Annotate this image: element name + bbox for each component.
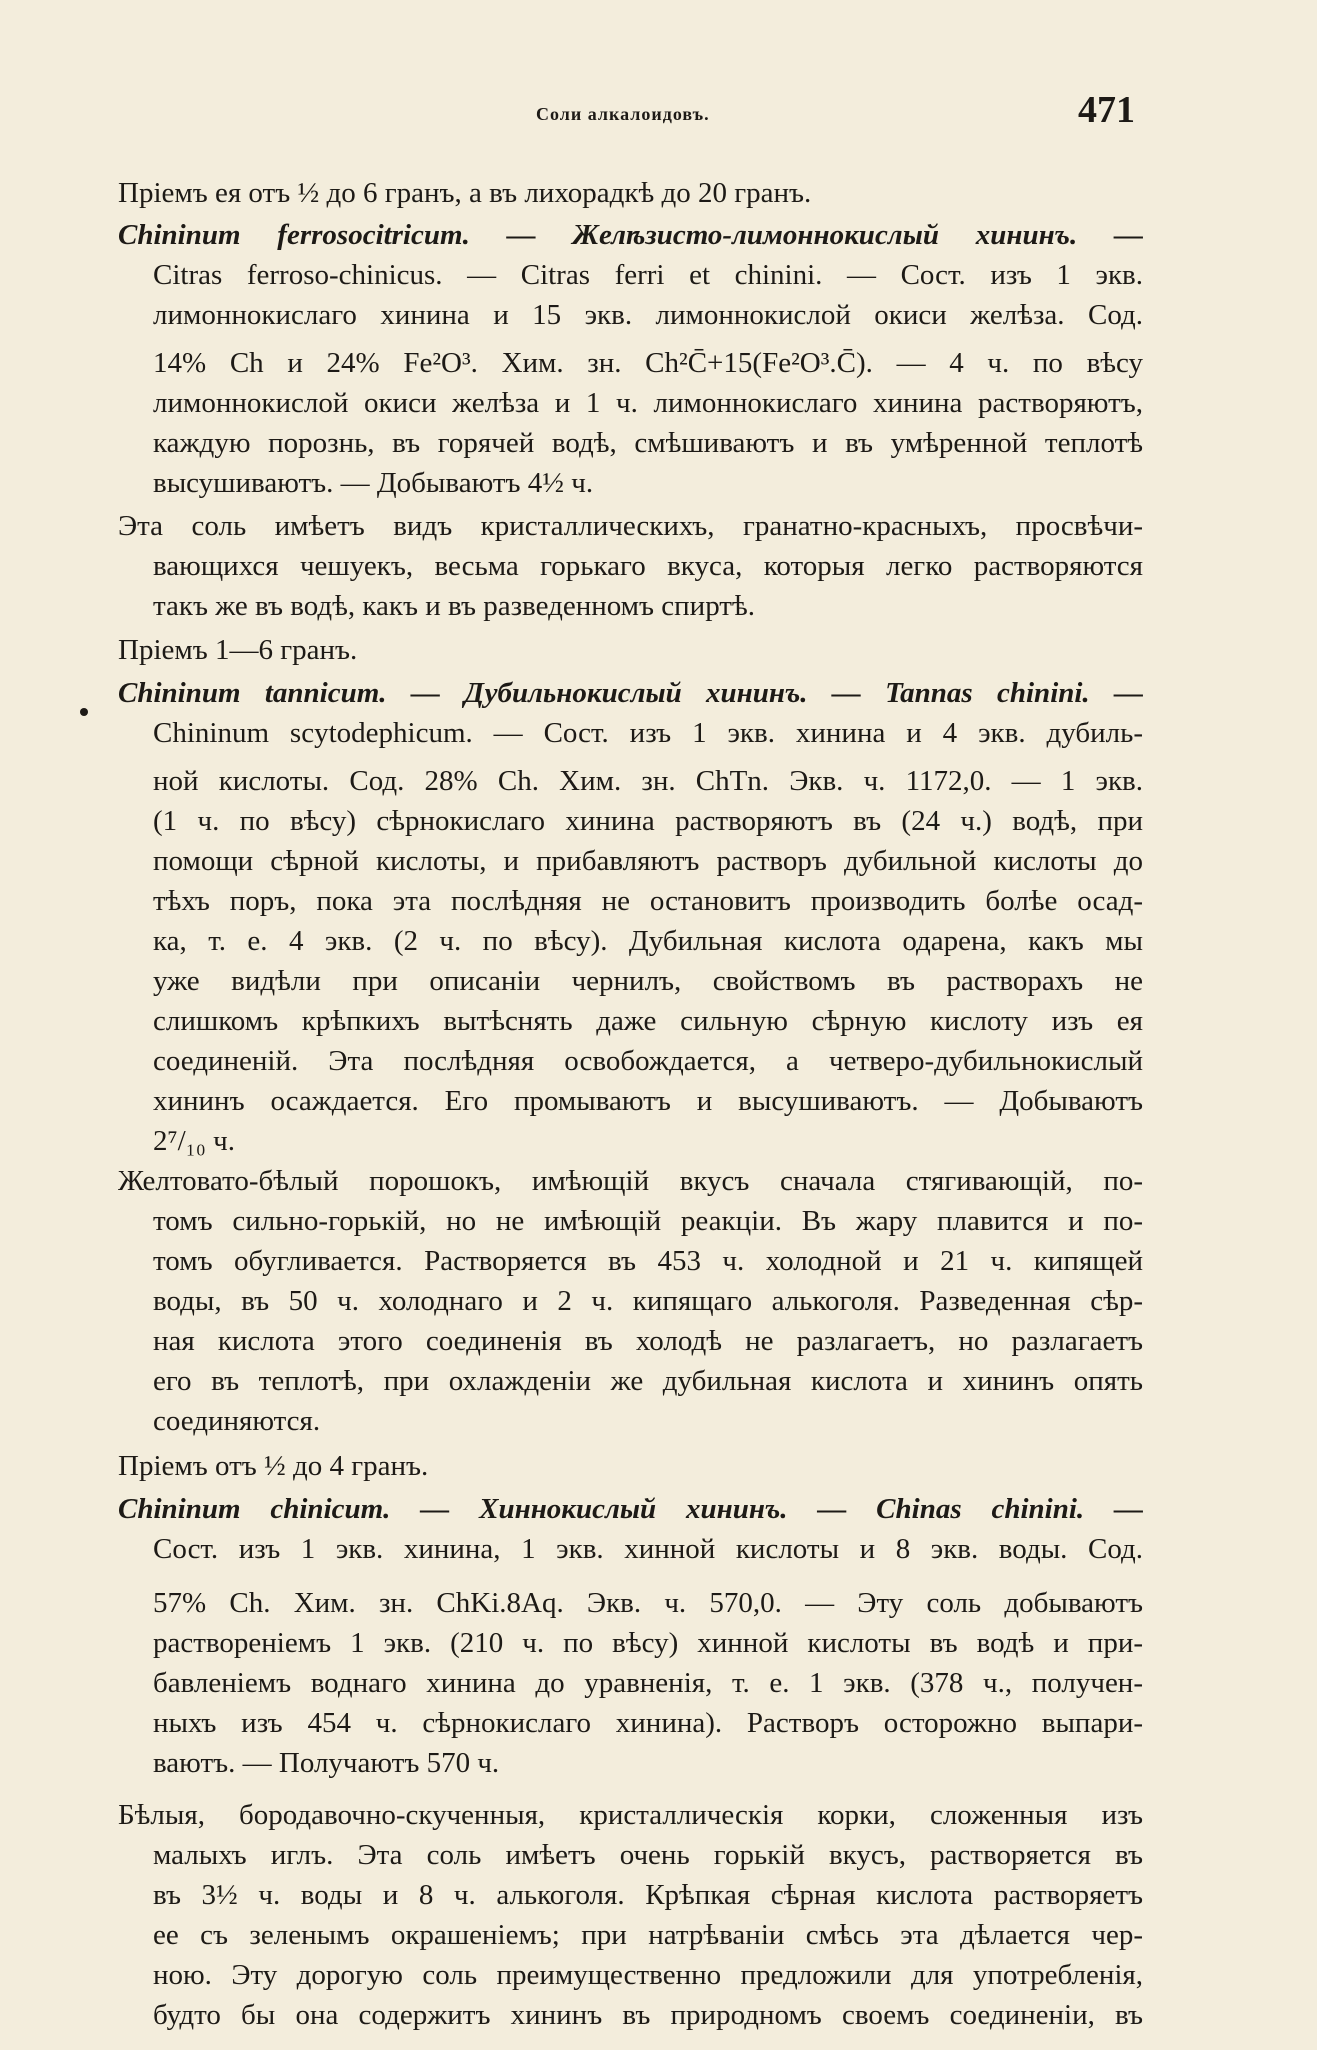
text-line: лимоннокислой окиси желѣза и 1 ч. лимоннокислаго хинина растворяютъ, bbox=[153, 387, 1143, 419]
text-line: (1 ч. по вѣсу) сѣрнокислаго хинина растворяютъ въ (24 ч.) водѣ, при bbox=[153, 805, 1143, 837]
text-line: его въ теплотѣ, при охлажденіи же дубильная кислота и хининъ опять bbox=[153, 1365, 1143, 1397]
text-line: ная кислота этого соединенія въ холодѣ не разлагаетъ, но разлагаетъ bbox=[153, 1325, 1143, 1357]
margin-dot bbox=[80, 708, 88, 716]
text-line: ка, т. е. 4 экв. (2 ч. по вѣсу). Дубильная кислота одарена, какъ мы bbox=[153, 925, 1143, 957]
text-line: такъ же въ водѣ, какъ и въ разведенномъ спиртѣ. bbox=[153, 590, 755, 622]
text-line: соединеній. Эта послѣдняя освобождается, а четверо-дубильнокислый bbox=[153, 1045, 1143, 1077]
text-line: 57% Ch. Хим. зн. ChKi.8Aq. Экв. ч. 570,0. — Эту соль добываютъ bbox=[153, 1587, 1143, 1619]
text-line: каждую порознь, въ горячей водѣ, смѣшиваютъ и въ умѣренной теплотѣ bbox=[153, 427, 1143, 459]
text-line: малыхъ иглъ. Эта соль имѣетъ очень горькій вкусъ, растворяется въ bbox=[153, 1839, 1143, 1871]
text-line: Chininum chinicum. — Хиннокислый хининъ. — Chinas chinini. — bbox=[118, 1493, 1143, 1525]
running-head: Соли алкалоидовъ. bbox=[536, 104, 710, 124]
text-line: Сост. изъ 1 экв. хинина, 1 экв. хинной кислоты и 8 экв. воды. Сод. bbox=[153, 1533, 1143, 1565]
text-line: вающихся чешуекъ, весьма горькаго вкуса, которыя легко растворяются bbox=[153, 550, 1143, 582]
text-line: уже видѣли при описаніи чернилъ, свойствомъ въ растворахъ не bbox=[153, 965, 1143, 997]
text-line: 2⁷/₁₀ ч. bbox=[153, 1125, 235, 1157]
text-line: Пріемъ отъ ½ до 4 гранъ. bbox=[118, 1450, 429, 1482]
text-line: Chininum scytodephicum. — Сост. изъ 1 экв. хинина и 4 экв. дубиль- bbox=[153, 717, 1143, 749]
text-line: Пріемъ 1—6 гранъ. bbox=[118, 634, 358, 666]
text-line: въ 3½ ч. воды и 8 ч. алькоголя. Крѣпкая сѣрная кислота растворяетъ bbox=[153, 1879, 1143, 1911]
text-line: высушиваютъ. — Добываютъ 4½ ч. bbox=[153, 467, 594, 499]
text-line: соединяются. bbox=[153, 1405, 321, 1437]
text-line: лимоннокислаго хинина и 15 экв. лимоннокислой окиси желѣза. Сод. bbox=[153, 299, 1143, 331]
text-line: Желтовато-бѣлый порошокъ, имѣющій вкусъ сначала стягивающій, по- bbox=[118, 1165, 1143, 1197]
text-line: ною. Эту дорогую соль преимущественно предложили для употребленія, bbox=[153, 1959, 1143, 1991]
text-line: ее съ зеленымъ окрашеніемъ; при натрѣваніи смѣсь эта дѣлается чер- bbox=[153, 1919, 1143, 1951]
text-line: Chininum ferrosocitricum. — Желѣзисто-лимоннокислый хининъ. — bbox=[118, 219, 1143, 251]
text-line: бавленіемъ воднаго хинина до уравненія, т. е. 1 экв. (378 ч., получен- bbox=[153, 1667, 1143, 1699]
text-line: Chininum tannicum. — Дубильнокислый хининъ. — Tannas chinini. — bbox=[118, 677, 1143, 709]
text-line: раствореніемъ 1 экв. (210 ч. по вѣсу) хинной кислоты въ водѣ и при- bbox=[153, 1627, 1143, 1659]
text-line: Пріемъ ея отъ ½ до 6 гранъ, а въ лихорадкѣ до 20 гранъ. bbox=[118, 177, 812, 209]
text-line: Бѣлыя, бородавочно-скученныя, кристаллическія корки, сложенныя изъ bbox=[118, 1799, 1143, 1831]
page-number: 471 bbox=[1078, 89, 1135, 131]
text-line: ныхъ изъ 454 ч. сѣрнокислаго хинина). Растворъ осторожно выпари- bbox=[153, 1707, 1143, 1739]
text-line: помощи сѣрной кислоты, и прибавляютъ растворъ дубильной кислоты до bbox=[153, 845, 1143, 877]
text-line: ной кислоты. Сод. 28% Ch. Хим. зн. ChTn. Экв. ч. 1172,0. — 1 экв. bbox=[153, 765, 1143, 797]
text-line: будто бы она содержитъ хининъ въ природномъ своемъ соединеніи, въ bbox=[153, 1999, 1143, 2031]
text-line: Citras ferroso-chinicus. — Citras ferri et chinini. — Сост. изъ 1 экв. bbox=[153, 259, 1143, 291]
text-line: ваютъ. — Получаютъ 570 ч. bbox=[153, 1747, 500, 1779]
text-line: Эта соль имѣетъ видъ кристаллическихъ, гранатно-красныхъ, просвѣчи- bbox=[118, 510, 1143, 542]
text-line: тѣхъ поръ, пока эта послѣдняя не остановитъ производить болѣе осад- bbox=[153, 885, 1143, 917]
text-line: томъ сильно-горькій, но не имѣющій реакціи. Въ жару плавится и по- bbox=[153, 1205, 1143, 1237]
text-line: слишкомъ крѣпкихъ вытѣснять даже сильную сѣрную кислоту изъ ея bbox=[153, 1005, 1143, 1037]
text-line: хининъ осаждается. Его промываютъ и высушиваютъ. — Добываютъ bbox=[153, 1085, 1143, 1117]
text-line: 14% Ch и 24% Fe²O³. Хим. зн. Ch²C̄+15(Fe²O³.C̄). — 4 ч. по вѣсу bbox=[153, 347, 1143, 379]
text-line: воды, въ 50 ч. холоднаго и 2 ч. кипящаго алькоголя. Разведенная сѣр- bbox=[153, 1285, 1143, 1317]
text-line: томъ обугливается. Растворяется въ 453 ч. холодной и 21 ч. кипящей bbox=[153, 1245, 1143, 1277]
